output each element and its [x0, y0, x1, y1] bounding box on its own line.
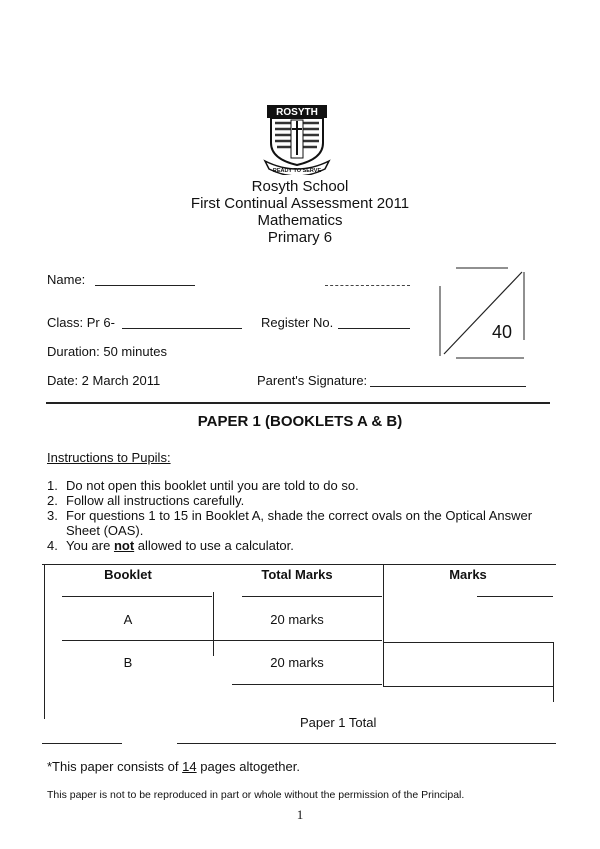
- date-text: Date: 2 March 2011: [47, 373, 161, 388]
- booklet-cell: A: [123, 612, 133, 627]
- class-field[interactable]: [122, 328, 242, 329]
- marks-table: [42, 562, 556, 747]
- paper-total-label: Paper 1 Total: [300, 715, 377, 730]
- table-top-border: [42, 564, 556, 565]
- assessment-title: First Continual Assessment 2011: [190, 195, 410, 212]
- subject-title: Mathematics: [257, 212, 343, 229]
- instructions-list: [47, 478, 557, 553]
- header-marks: Marks: [449, 567, 487, 582]
- instruction-text: Follow all instructions carefully.: [66, 493, 245, 508]
- page-number: 1: [296, 807, 304, 822]
- header-booklet: Booklet: [104, 567, 152, 582]
- svg-text:ROSYTH: ROSYTH: [276, 107, 318, 118]
- instructions-heading: Instructions to Pupils:: [47, 450, 171, 465]
- name-label: Name:: [47, 272, 86, 287]
- class-label: Class: Pr 6-: [47, 315, 115, 330]
- instruction-number: [47, 523, 66, 538]
- instruction-text: Sheet (OAS).: [66, 523, 144, 538]
- instruction-item: [47, 478, 557, 493]
- copyright-note: This paper is not to be reproduced in part or whole without the permission of the Principal.: [47, 789, 465, 801]
- table-column-divider: [213, 592, 214, 656]
- page-count-post: pages altogether.: [200, 759, 300, 774]
- svg-text:READY TO SERVE: READY TO SERVE: [272, 168, 322, 174]
- total-marks-cell: 20 marks: [270, 612, 324, 627]
- table-column-divider: [383, 564, 384, 687]
- instruction-emphasis: not: [113, 538, 135, 553]
- instruction-text: Do not open this booklet until you are told to do so.: [66, 478, 359, 493]
- row-divider: [242, 596, 382, 597]
- table-right-border: [553, 642, 554, 702]
- instruction-text-pre: You are: [66, 538, 114, 553]
- name-field[interactable]: [95, 285, 195, 286]
- instruction-item: [47, 538, 557, 553]
- instruction-number: 1.: [47, 478, 58, 493]
- school-crest-logo: [263, 103, 331, 175]
- instruction-number: 4.: [47, 538, 58, 553]
- instruction-item: [47, 523, 557, 538]
- level-title: Primary 6: [267, 229, 333, 246]
- row-divider: [62, 640, 382, 641]
- table-bottom-border: [177, 743, 556, 744]
- name-field-continuation: [325, 285, 410, 286]
- instruction-number: 3.: [47, 508, 58, 523]
- page-count-number: 14: [182, 759, 197, 774]
- row-divider: [383, 686, 553, 687]
- table-left-border: [44, 564, 45, 719]
- row-divider: [383, 642, 553, 643]
- row-divider: [477, 596, 553, 597]
- header-total-marks: Total Marks: [261, 567, 333, 582]
- register-label: Register No.: [261, 315, 334, 330]
- row-divider: [232, 684, 382, 685]
- score-box: [436, 264, 528, 362]
- page-count-note: [47, 759, 300, 774]
- register-field[interactable]: [338, 328, 410, 329]
- booklet-cell: B: [123, 655, 133, 670]
- school-name: Rosyth School: [251, 178, 349, 195]
- instruction-number: 2.: [47, 493, 58, 508]
- instruction-text: [66, 538, 294, 553]
- duration-text: Duration: 50 minutes: [47, 344, 167, 359]
- table-bottom-border: [42, 743, 122, 744]
- instruction-text-post: allowed to use a calculator.: [134, 538, 294, 553]
- header-divider: [46, 402, 550, 404]
- instruction-item: [47, 493, 557, 508]
- score-total: 40: [492, 322, 513, 342]
- row-divider: [62, 596, 212, 597]
- signature-label: Parent's Signature:: [257, 373, 368, 388]
- instruction-item: [47, 508, 557, 523]
- instruction-text: For questions 1 to 15 in Booklet A, shade the correct ovals on the Optical Answer: [66, 508, 533, 523]
- total-marks-cell: 20 marks: [270, 655, 324, 670]
- page-count-pre: *This paper consists of: [47, 759, 179, 774]
- signature-field[interactable]: [370, 386, 526, 387]
- paper-title: PAPER 1 (BOOKLETS A & B): [197, 413, 403, 430]
